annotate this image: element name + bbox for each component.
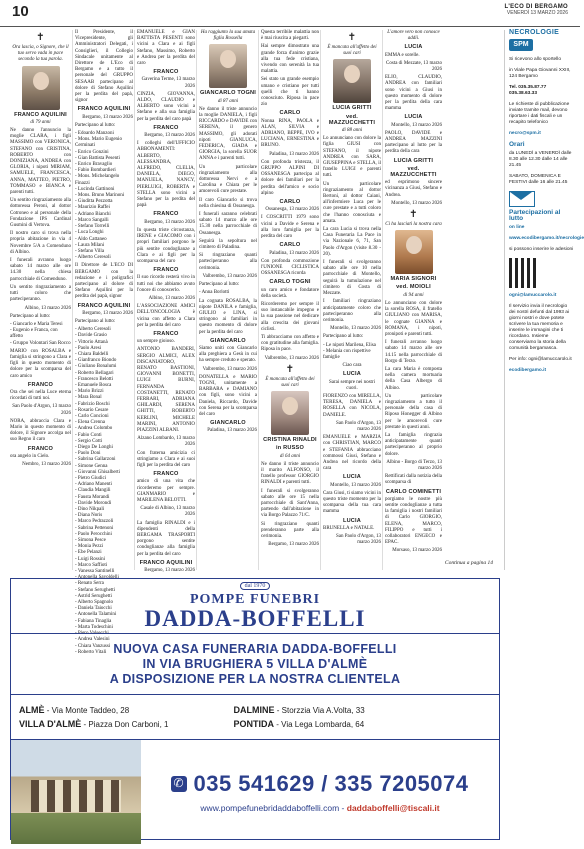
necrologie-link[interactable]: www.ecodibergamo.it/necrologie	[509, 236, 584, 241]
obit-name: ved. MAZZUCCHETTI	[390, 165, 437, 179]
obit-text: La cara Maria è composta nella camera mortuaria della Casa Albergo di Albino.	[385, 366, 442, 391]
obit-text: porgiamo le nostre più sentite condoglianze a tutta la famiglia i nostri familiari di Carlo GIORGIO, ELENA, MARCO, FILIPPO e tutti i collaboratori ENGECO e EPAC.	[385, 496, 442, 546]
part-list: - Anna Borlotti	[199, 290, 230, 296]
obit-photo	[22, 66, 60, 110]
ad-city: PONTIDA	[233, 719, 275, 729]
cross-icon: ✝	[409, 209, 418, 221]
obit-sign: San Paolo d'Argon, 13 marzo 2026	[336, 534, 381, 546]
ad-street: - Piazza Don Carboni, 1	[83, 720, 169, 729]
ad-since-badge: dal 1970	[240, 582, 271, 590]
obit-text: PAOLO, DAVIDE e ANDREA MAZZINI partecipano al lutto per la perdita della cara	[385, 130, 442, 155]
obit-text: Ne danno il triste annuncio la moglie DANIELA, i figli RICCARDO e DAVIDE con SERENA, il genero MASSIMO, gli adorati nipoti GIANLUCA, FEDERICA, GIADA e GIORGIA, la sorella SUOR ANNA e i parenti tutti.	[199, 106, 257, 162]
obit-text: I funerali avranno luogo sabato 14 marzo alle ore 14.30 nella chiesa parrocchiale di Comenduno.	[10, 258, 71, 282]
ad-address	[234, 719, 491, 729]
obit-sign: Costa di Mezzate, 13 marzo 2026	[386, 60, 442, 73]
obit-text: NORA, abbracciа Clara e Mario in questo momento di dolore, il Signore accolga nel suo Regno il caro	[10, 418, 71, 443]
cross-icon: ✝	[36, 32, 45, 43]
obit-text: amico di una vita che ricorderemo per sempre. GIANMARIO e MARILENA BELOTTI.	[137, 479, 195, 504]
obit-sign: Montello, 13 marzo 2026	[330, 482, 381, 488]
obit-text: MARIO con ROSALBA e famiglia si stringono a Clara e figli in questo momento di dolore per la scomparsa del caro amico	[10, 348, 71, 379]
obit-column-3	[134, 30, 195, 574]
obit-sign: Albino - Borgo di Terzo, 13 marzo 2026	[386, 459, 442, 471]
obit-text: I funerali si svolgeranno sabato alle ore 15 nella parrocchiale di Sant'Anna, partendo dall'abitazione in via Borgo Palazzo 71/C.	[261, 488, 319, 519]
obit-sign: Bergamo, 13 marzo 2026	[144, 219, 195, 225]
obit-intro: È mancata all'affetto dei suoi cari	[327, 45, 377, 57]
obit-sign: Paladina, 13 marzo 2026	[269, 151, 319, 157]
ad-brand	[11, 579, 499, 634]
obit-sign: Ossanesga, 13 marzo 2026	[265, 207, 319, 213]
sidebar-email[interactable]: necro@spm.it	[509, 131, 541, 136]
obit-name: CARLO COMINETTI	[385, 488, 442, 495]
ad-contact	[141, 740, 499, 844]
obit-name: FRANCO	[153, 124, 179, 131]
obit-text: EMANUELE e MARZIA con CHRISTIAN, MARCO e STEFANIA abbracciano commossi Giusi, Stefano e Andrea nel ricordo della cara	[323, 435, 381, 472]
obit-text: Un sentito ringraziamento a tutti coloro che parteciperanno.	[10, 284, 71, 303]
obit-text: Sarai sempre nei nostri cuori.	[329, 379, 375, 391]
obit-sign: Albino, 13 marzo 2026	[24, 305, 71, 311]
obit-name: CARLO	[279, 242, 301, 249]
obit-text: I funerali saranno celebrati sabato 14 marzo alle ore 15.30 nella parrocchiale di Ossanesga.	[199, 212, 257, 236]
obit-text: DONATELLA e MARIO TOGNI, unitamente a BARBARA e DAMIANO con figli, sono vicini a Daniela, Riccardo, Davide con Serena per la scomparsa del caro	[199, 374, 257, 417]
obit-text: Con fraterna amicizia ci stringiamo a Clara e ai suoi figli per la perdita del caro	[137, 450, 195, 468]
obit-quote: L'amore vero non conosce addii.	[387, 30, 440, 42]
ad-addresses	[11, 695, 499, 740]
issue-date: VENERDÌ 13 MARZO 2026	[506, 10, 568, 16]
part-label: Partecipano al lutto:	[75, 318, 116, 324]
obit-sign: Bergamo, 13 marzo 2026	[144, 133, 195, 139]
obit-sign: Morsaso, 13 marzo 2026	[392, 548, 442, 554]
obit-sign: Montello, 13 marzo 2026	[391, 122, 442, 128]
obit-column-6	[320, 30, 381, 570]
ad-city: VILLA D'ALMÈ	[19, 719, 82, 729]
obit-text: EMANUELE e GIAN BATTISTA PESENTI sono vicini a Clara e ai figli Stefano, Massimo, Roberto e Andrea per la perdita del caro	[137, 30, 195, 67]
obit-text: Il caro Giancarlo si trova nella chiesina di Ossanesga.	[199, 197, 257, 209]
ad-address	[234, 705, 491, 715]
obit-name: CARLO TOGNI	[269, 279, 311, 286]
obit-sign: Alzano Lombardo, 13 marzo 2026	[137, 436, 195, 448]
part-label: Partecipano al lutto:	[323, 334, 364, 340]
orari-label: Orari	[509, 141, 525, 148]
obit-sign: Paladina, 13 marzo 2026	[269, 250, 319, 256]
obit-name: CARLO	[279, 199, 301, 206]
obit-name: GIANCARLO	[210, 337, 246, 344]
ad-city: ALMÈ	[19, 705, 45, 715]
ad-website[interactable]: www.pompefunebridaddaboffelli.com	[200, 803, 340, 813]
obit-name: FRANCO AQUILINI	[139, 559, 193, 566]
ad-pompe-title: POMPE FUNEBRI	[189, 591, 321, 607]
sidebar-email[interactable]: ogni@lamuccarolo.it	[509, 293, 557, 298]
sidebar-text: Si ricevono allo sportello	[509, 57, 561, 62]
continue-label: Continua a pagina 14	[444, 560, 494, 566]
obit-sign: Valbrembo, 13 marzo 2026	[202, 366, 257, 372]
sidebar-text: Le richieste di pubblicazione inviate tramite mail, devono riportare i dati fiscali e un recapito telefonico	[509, 102, 570, 125]
obit-text: Ti abbracciamo con affetto e con gratitudine alla famiglia. Riposa in pace.	[261, 334, 319, 353]
part-label: Partecipano al lutto:	[75, 122, 116, 128]
obit-name: CARLO	[279, 110, 301, 117]
obit-sign: Gaverina Terme, 13 marzo 2026	[141, 77, 195, 89]
obit-sign: Bergamo, 13 marzo 2026	[144, 568, 195, 574]
spm-logo-mark: SPM	[509, 39, 533, 51]
obit-name: LUCIA GRITTI	[393, 157, 434, 164]
obit-column-5	[258, 30, 319, 570]
phone-icon	[171, 776, 187, 792]
necrologie-sidebar	[504, 29, 584, 570]
obit-text: Il Presidente, il Vicepresidente, gli Amministratori Delegati, i Consiglieri, il Collegio Sindacale unitamente al Direttore de L'Eco di Bergamo e a tutto il personale del GRUPPO SESAAB partecipano al dolore di Stefano Aquilini per la perdita del papà, signor	[75, 30, 133, 104]
obit-text: La cognata ROSALBA, la nipote DANILA e famiglia, GIULIO e LINA, si stringono ai familiari in questo momento di dolore per la perdita del caro	[199, 298, 257, 335]
obit-sign: Casale di Albino, 13 marzo 2026	[140, 506, 195, 518]
obit-sign: San Paolo d'Argon, 13 marzo 2026	[336, 420, 381, 432]
obit-column-4	[196, 30, 257, 570]
obit-text: Seguirà la sepoltura nel cimitero di Paladina.	[199, 238, 257, 251]
obit-text: ANTONIO BANDERI, SERGIO ALMICI, ALEX DISCANIATORO, RENATO BASTIONI, GIOVANNI BONETTI, LUIGI BURNI, FERNANDA COSTANETTI, RENATO FERRARI, ADRIANA GHILARDI, SERENA GHITTI, ROBERTO KERLINI, MICHELE MARINI, ANTONIO PIAZZINI ALBANI.	[137, 347, 195, 433]
obit-name: LUCIA	[342, 474, 362, 481]
obit-text: Rettificati dalla notizia della scomparsa di	[385, 474, 442, 486]
obit-name: LUCIA	[342, 517, 362, 524]
obit-text: I colleghi dell'UFFICIO ABBONAMENTI: ALBERTO, ALESSANDRA, ALFREDO, CLELIA, DANIELA, DIEGO, MANUELA, NANCY, PIERLUIGI, ROBERTA e STELLA sono vicini a Stefano per la perdita del papà	[137, 141, 195, 209]
obit-text: ELIO, CLAUDIO, ANDREA con familiari sono vicini a Giusi in questo momento di dolore per la perdita della cara mamma	[385, 75, 442, 112]
obit-sign: Valbrembo, 13 marzo 2026	[202, 273, 257, 279]
obit-text: Si ringraziano quanti parteciperanno alla cerimonia.	[199, 253, 257, 271]
obit-name: ved. MAZZUCCHETTI	[328, 113, 376, 126]
obit-text: Un particolare ringraziamento alla dottoressa Nervi e a Carolina e Chiara per le amorevoli cure prestate.	[199, 164, 257, 195]
obit-text: I funerali si svolgeranno sabato alle ore 10 nella parrocchiale di Montello, seguirà la tumulazione nel cimitero di Costa di Mezzate.	[323, 260, 381, 297]
cross-icon: ✝	[347, 32, 357, 43]
ad-headline	[11, 634, 499, 695]
obit-text: La famiglia RINALDI e i dipendenti della BERGAMA TRASPORTI porgono sentite condoglianze alla famiglia per la perdita del caro	[137, 520, 195, 557]
obit-name: MARIA SIGNORI	[390, 276, 437, 283]
obit-text: Un particolare ringraziamento a tutto il personale della casa di Riposo Honegger di Albino per le amorevoli cure prestate in questi anni.	[385, 393, 442, 430]
obit-name: FRANCO	[153, 267, 179, 274]
obit-intro: È mancata all'affetto dei suoi cari	[265, 376, 315, 388]
header-masthead	[504, 4, 568, 16]
obit-text: ed esprimono sincere vicinanza a Giusi, Stefano e Andrea.	[385, 180, 442, 198]
ad-address	[19, 705, 234, 715]
page-number: 10	[12, 3, 29, 20]
obit-name: FRANCO AQUILINI	[77, 106, 131, 113]
obit-age: di 79 anni	[30, 119, 51, 125]
obit-text: L'ASSOCIAZIONE AMICI DELL'ONCOLOGIA è vicina con affetto a Clara per la perdita del caro	[137, 304, 195, 328]
obit-text: In questa triste circostanza, IRENE e GIACOMO con i propri familiari porgono le più sentite condoglianze a Clara e ai figli per la scomparsa del caro	[137, 227, 195, 264]
obit-text: La famiglia ringrazia anticipatamente quanti parteciperanno al proprio dolore.	[385, 432, 442, 457]
part-list: - Edoardo Manzoni - Mons. Mario Eugenio Cerminati - Enrico Gonzini - Gian Battista Pesenti - Enrico Bravaglio - Fabio Bombardieri - Mons. Michelangelo Finazzi - Lucinda Gattinoni - Mons. Bruno Marinoni - Giuditta Pezzotta - Maurizio Raffei - Adriano Bianchi - Marco Sangalli - Stefano Torrelli - Luca Longhi - Aldo Cattaneo - Laura Milani - Stefano Villa - Alberto Ceresoli	[75, 131, 125, 261]
sidebar-text: Per info: ogni@lamuccarolo.it	[509, 357, 572, 362]
obit-sign: Bergamo, 13 marzo 2026	[82, 114, 133, 120]
ad-web-row: www.pompefunebridaddaboffelli.com - daddaboffelli@tiscali.it	[200, 803, 440, 813]
obit-name: FRANCO	[153, 69, 179, 76]
obit-name: FRANCO	[27, 445, 54, 452]
obit-column-7	[382, 30, 442, 570]
obit-text: Ciao cara	[342, 363, 362, 369]
obit-text: Con profonda tristezza, il GRUPPO ALPINI DI OSSANESGA partecipa al dolore dei familiari per la perdita dell'amico e socio alpino	[261, 159, 319, 196]
obit-age: di 94 anni	[403, 292, 424, 298]
obit-text: Con profonda commozione l'UNIONE CICLISTICA OSSANESGA ricorda	[261, 258, 319, 277]
obit-intro: Ha raggiunto la sua amata figlia Rossella	[200, 30, 256, 42]
obit-text: un sempre gioioso.	[137, 339, 175, 345]
sidebar-text: Il servizio invia il necrologio dei nostri defunti dal 1993 ai giorni nostri e dove potete scrivere la tua memoria e inserire le immagini che ti ricordano. Insieme conserviamo la storia della comunità bergamasca.	[509, 304, 570, 351]
obit-sign: Montello, 13 marzo 2026	[330, 326, 381, 332]
sidebar-email[interactable]: ecodibergamo.it	[509, 368, 547, 373]
obit-text: CINZIA, GIOVANNA, ALDO, CLAUDIO e ALBERTO sono vicini a Stefano e alla sua famiglia per la perdita del caro papà	[137, 91, 195, 122]
ad-city: DALMINE	[233, 705, 275, 715]
sidebar-address: in Viale Papa Giovanni XXIII, 124 Bergamo	[509, 68, 571, 79]
sidebar-title: NECROLOGIE	[509, 29, 560, 36]
obit-age: di 88 anni	[341, 128, 363, 134]
obit-text: Un sentito ringraziamento alla dottoressa Peroni, al dottor Cotroneo e al personale della Fondazione IPS Cardinal Gusmini di Vertova.	[10, 198, 71, 229]
building-photo	[11, 740, 141, 844]
ad-street: - Via Lega Lombarda, 64	[276, 720, 365, 729]
qr-code-icon[interactable]	[509, 258, 539, 288]
obit-text: Si ringraziano quanti prenderanno parte alla cerimonia.	[261, 521, 319, 539]
orari-weekdays: da LUNEDÌ a VENERDÌ dalle 8.30 alle 12.30 dalle 14 alle 21.45	[509, 151, 572, 168]
part-list: - Alberto Ceresoli - Davide Grasio - Vittorio Attanà - Paolo Aresi - Chiara Baldelli - Gianfranco Biondo - Giuliano Bonalumi - Roberto Bellagari - Francesco Belotti - Emanuele Bosca - Mario Brizzi - Mara Bonal - Fabrizio Boschi - Rosario Cesare - Carlo Concioni - Elena Crenna - Andrea Colombo - Fabio Conti - Sergio Cotti - Diego De Longhi - Paolo Doni - Sabrina Gallarzoni - Simone Genna - Giovanni Ghisalberti - Pietro Giudici - Adriano Manenti - Claudia Mangili - Fausta Morandi - Davide Morondi - Dino Nikpali - Diana Noris - Marco Pedrazzoli - Sabrina Pettenoni - Paolo Perocchini - Simona Pesce - Monia Pezzi - Ebe Pelanzi - Luigi Rossini - Marco Saffioti - Vanessa Santinelli - Antonella Savoldelli - Renato Serra - Stefano Serughetti - Astrid Serughetti - Alberto Spagnolo - Daniela Taiocchi - Antonella Talamini - Fabiana Tinaglia - Marta Todeschini - Piero Valsecchi - Andrea Valesini - Chiara Vanzussi - Roberto Vitali	[75, 327, 120, 655]
obit-name: GIANCARLO TOGNI	[199, 90, 257, 97]
obit-name: FRANCO	[27, 381, 54, 388]
obit-name: LUCIA	[342, 371, 362, 378]
funeral-home-ad	[10, 578, 500, 840]
part-list: - Giancarlo e Maria Teresi - Eugenio e Franca, con affetto - Gruppo Volontari San Rocco	[10, 321, 71, 346]
ad-phone-numbers[interactable]: 035 541629 / 335 7205074	[193, 771, 469, 796]
ad-street: - Via Monte Taddeo, 28	[46, 706, 130, 715]
obit-photo	[395, 230, 433, 274]
obit-quote: Ora lascia, o Signore, che il tuo servo vada in pace secondo la tua parola.	[12, 45, 69, 63]
obit-text: Nonna RINA, PAOLA e ALAN, SILVIA e ADRIANO, BEPPE, IVO e LUCIANA, ERNESTINA e BRUNO.	[261, 118, 319, 149]
obit-sign: San Paolo d'Argon, 13 marzo 2026	[12, 404, 71, 416]
obit-sign: Paladina, 13 marzo 2026	[207, 428, 257, 434]
obit-text: I funerali avranno luogo sabato 14 marzo alle ore 14.15 nella parrocchiale di Borgo di Terzo.	[385, 340, 442, 364]
obit-text: I COSCRITTI 1979 sono vicini a Davide e Serena e alla loro famiglia per la perdita del caro	[261, 215, 319, 240]
ad-street: - Storzzia Via A.Volta, 33	[276, 706, 365, 715]
obit-photo	[333, 59, 371, 103]
obit-text: Lo annunciano con dolore la figlia GIUSI con STEFANO, il nipote ANDREA con SARA, GIUSEPPINA e STELLA, il fratello LUIGI e parenti tutti.	[323, 136, 381, 179]
obit-age: di 87 anni	[217, 98, 239, 104]
ad-headline-line: IN VIA BRUGHIERA 5 VILLA D'ALMÈ	[142, 656, 368, 671]
obit-sign: Bergamo, 13 marzo 2026	[82, 310, 133, 316]
obit-text: Ne danno il triste annuncio il marito ALFONSO, il fratello professor GIORGIO RINALDI e parenti tutti.	[261, 461, 319, 486]
obit-name: LUCIA	[404, 114, 423, 121]
obit-text: Il nostro caro si trova nella propria abitazione in via 4 Novembre 5/A a Comenduno di Albino.	[10, 231, 71, 255]
obit-age: di 64 anni	[279, 453, 301, 459]
obit-name: LUCIA	[404, 44, 423, 51]
obit-photo	[209, 44, 247, 88]
sidebar-phone: Tel. 035.35.87.77 035.38.63.33	[509, 85, 547, 96]
obit-sign: Valbrembo, 13 marzo 2026	[264, 355, 319, 361]
obit-text: Ne danno l'annuncio la moglie CLARA, i figli MASSIMO con VERONICA, STEFANO con CRISTINA, ROBERTO con DONIZIANA, ANDREA con GLORIA, i nipoti MIRIAM, SAMUELE, FRANCESCA, ANNA, MATTEO, PIETRO, TOMMASO e BIANCA e parenti tutti.	[10, 128, 71, 196]
obit-text: Un particolare ringraziamento al dottor Bertoni, al dottor Caiani, all'infermiere Luca per le cure prestate e a tutti coloro che l'hanno conosciuta e amata.	[323, 181, 381, 224]
sidebar-text: si possono inserire le adesioni	[509, 247, 574, 252]
part-list: - Le nipoti Marilena, Elisa - Melania con rispettive famiglie	[323, 342, 376, 360]
obit-text: Siamo uniti con Giancarlo alla preghiera a Gesù in cui ha sempre creduto e sperato.	[199, 345, 257, 364]
obit-text: Il Direttore de L'ECO DI BERGAMO con la redazione e i poligrafici partecipano al dolore di Stefano Aquilini per la perdita del papà, signor	[75, 263, 133, 300]
orari-weekend: SABATO, DOMENICA E FESTIVI dalle 16 alle 21.45	[509, 174, 568, 185]
ad-headline-line: A DISPOSIZIONE PER LA NOSTRA CLIENTELA	[109, 671, 401, 686]
obit-text: Il suo ricordo resterà vivo in tutti noi che abbiamo avuto l'onore di conoscerlo.	[137, 275, 195, 293]
obit-text: Ora che sei nella Luce eterna ricordati di tutti noi.	[10, 389, 71, 402]
obit-name: FRANCO AQUILINI	[14, 111, 67, 118]
envelope-icon	[509, 191, 535, 207]
ad-headline-line: NUOVA CASA FUNERARIA DADDA-BOFFELLI	[113, 641, 397, 656]
obit-text: FIORENZO con MIRELLA, TERESA, DANIELA e ROSELLA con NICOLA, DANIELE.	[323, 393, 381, 418]
part-label: Partecipano al lutto:	[10, 313, 51, 319]
obit-sign: Bergamo, 13 marzo 2026	[268, 542, 319, 548]
obit-text: Ricorderemo per sempre il suo instancabile impegno e la sua passione nel dedicare alla crescita dei giovani ciclisti.	[261, 301, 319, 332]
obit-text: EMMA e sorelle.	[385, 52, 420, 58]
obit-text: Hai sempre dimostrato una grande forza d'animo grazie alla tua fede cristiana, vivendo con serenità la tua malattia.	[261, 44, 319, 75]
obit-text: Sei stato un grande esempio umano e cristiano per tutti quelli che ti hanno conosciuto. Riposa in pace zio	[261, 77, 319, 108]
obit-name: FRANCO AQUILINI	[77, 302, 131, 309]
obit-text: Questa terribile malattia non è mai riuscita a piegarti.	[261, 30, 319, 42]
cross-icon: ✝	[285, 363, 295, 375]
obit-intro: Ci ha lasciati la nostra cara	[385, 222, 442, 228]
part-label: Partecipano al lutto:	[199, 282, 240, 288]
obit-text: Lo annunciano con dolore la sorella ROSA, il fratello GIULIANO con MARISA, le cognate GIANNA e ROMANA, i nipoti, pronipoti e parenti tutti.	[385, 300, 442, 337]
page-header	[0, 0, 580, 27]
ad-phone-row	[171, 771, 468, 797]
ad-bottom	[11, 740, 499, 844]
ad-address	[19, 719, 234, 729]
newspaper-name: L'ECO DI BERGAMO	[504, 4, 568, 10]
lutto-title: Partecipazioni al lutto	[509, 209, 561, 222]
obit-text: ora angelo in Cielo.	[10, 453, 50, 459]
obit-name: GIANCARLO	[210, 420, 246, 427]
obit-name: FRANCO	[153, 471, 179, 478]
obit-sign: Montello, 13 marzo 2026	[391, 200, 442, 206]
obit-name: FRANCO	[153, 330, 179, 337]
obit-name: ved. MOIOLI	[396, 284, 431, 291]
obit-text: La cara Lucia si trova nella Casa Funeraria La Pace in via Nazionale 6, 71, San Paolo d'Argon (visite 8.30 - 20).	[323, 227, 381, 257]
ad-company-name: DADDA-BOFFELLI	[144, 605, 366, 631]
obit-name: FRANCO	[153, 211, 179, 218]
obit-photo	[271, 391, 309, 435]
obit-text: un caro amico e fondatore della società.	[261, 287, 319, 299]
obit-name: in RUSSO	[275, 445, 305, 452]
spm-logo	[509, 39, 574, 51]
obit-sign: Nembro, 13 marzo 2026	[22, 461, 71, 467]
obit-name: CRISTINA RINALDI	[263, 437, 317, 444]
ad-email[interactable]: daddaboffelli@tiscali.it	[346, 803, 440, 813]
obit-column-1	[10, 30, 71, 570]
obit-name: LUCIA GRITTI	[332, 105, 372, 112]
obit-column-2	[72, 30, 133, 655]
obit-text: BRUNELLA e NATALE.	[323, 525, 375, 531]
obit-text: Cara Giusi, ti siamo vicini in questo triste momento per la scomparsa della tua cara mamma	[323, 490, 381, 515]
lutto-online: on line	[509, 225, 525, 230]
obit-text: I familiari ringraziano anticipatamente coloro che parteciperanno alla cerimonia.	[323, 299, 381, 323]
obit-sign: Albino, 13 marzo 2026	[148, 295, 195, 301]
